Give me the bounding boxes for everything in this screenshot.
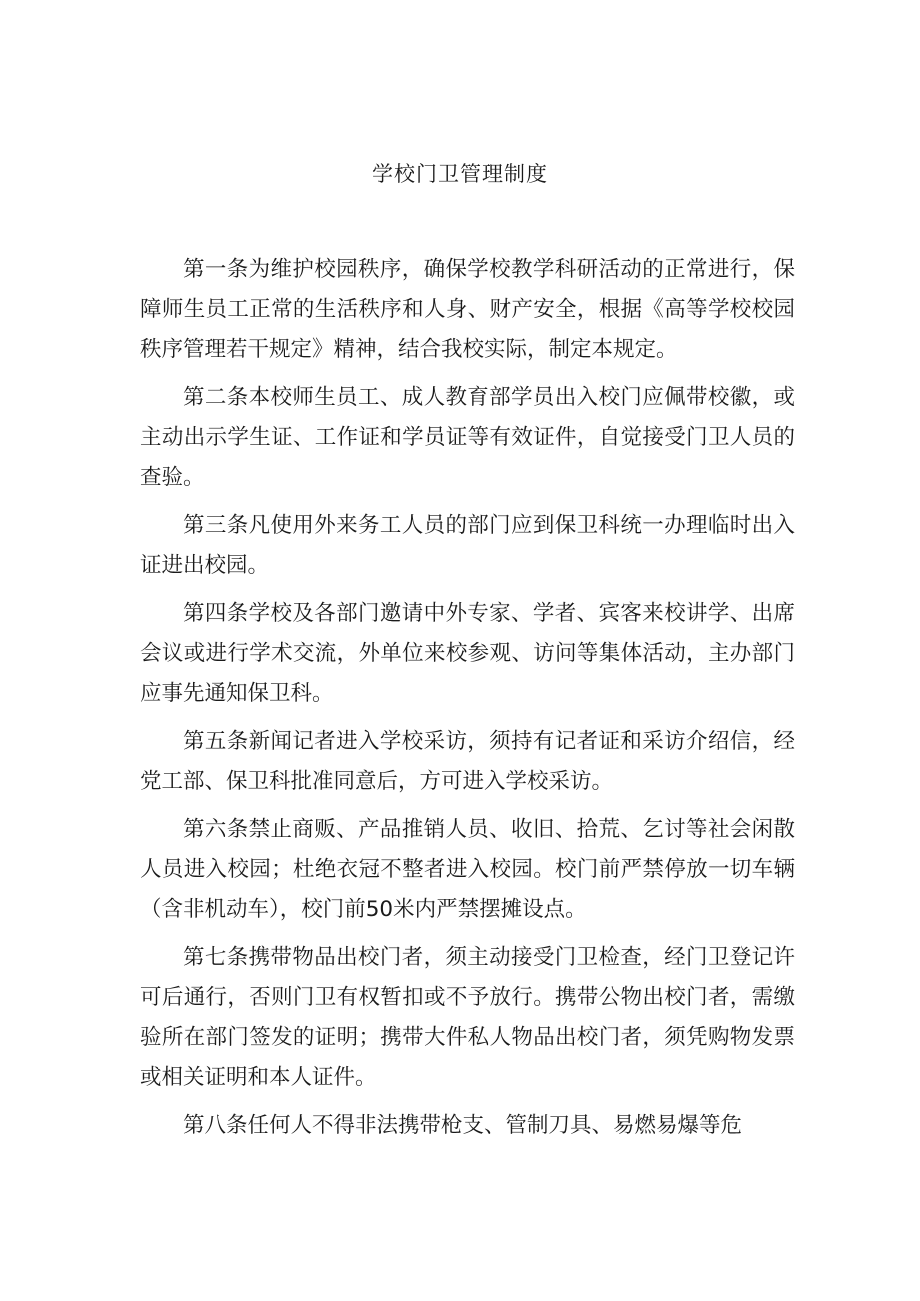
- document-title: 学校门卫管理制度: [372, 162, 548, 186]
- article-5: 第五条新闻记者进入学校采访，须持有记者证和采访介绍信，经党工部、保卫科批准同意后，方可进入学校采访。: [140, 729, 795, 794]
- article-4: 第四条学校及各部门邀请中外专家、学者、宾客来校讲学、出席会议或进行学术交流，外单位来校参观、访问等集体活动，主办部门应事先通知保卫科。: [140, 601, 795, 706]
- article-3: 第三条凡使用外来务工人员的部门应到保卫科统一办理临时出入证进出校园。: [140, 513, 795, 578]
- article-7: 第七条携带物品出校门者，须主动接受门卫检查，经门卫登记许可后通行，否则门卫有权暂扣或不予放行。携带公物出校门者，需缴验所在部门签发的证明；携带大件私人物品出校门者，须凭购物发票或相关证明和本人证件。: [140, 945, 795, 1090]
- article-1: 第一条为维护校园秩序，确保学校教学科研活动的正常进行，保障师生员工正常的生活秩序和人身、财产安全，根据《高等学校校园秩序管理若干规定》精神，结合我校实际，制定本规定。: [140, 257, 795, 362]
- article-8: 第八条任何人不得非法携带枪支、管制刀具、易燃易爆等危: [183, 1113, 743, 1138]
- article-2: 第二条本校师生员工、成人教育部学员出入校门应佩带校徽，或主动出示学生证、工作证和学员证等有效证件，自觉接受门卫人员的查验。: [140, 385, 795, 490]
- article-6: 第六条禁止商贩、产品推销人员、收旧、拾荒、乞讨等社会闲散人员进入校园；杜绝衣冠不整者进入校园。校门前严禁停放一切车辆（含非机动车），校门前50米内严禁摆摊设点。: [140, 817, 795, 922]
- document-body: [140, 250, 795, 1154]
